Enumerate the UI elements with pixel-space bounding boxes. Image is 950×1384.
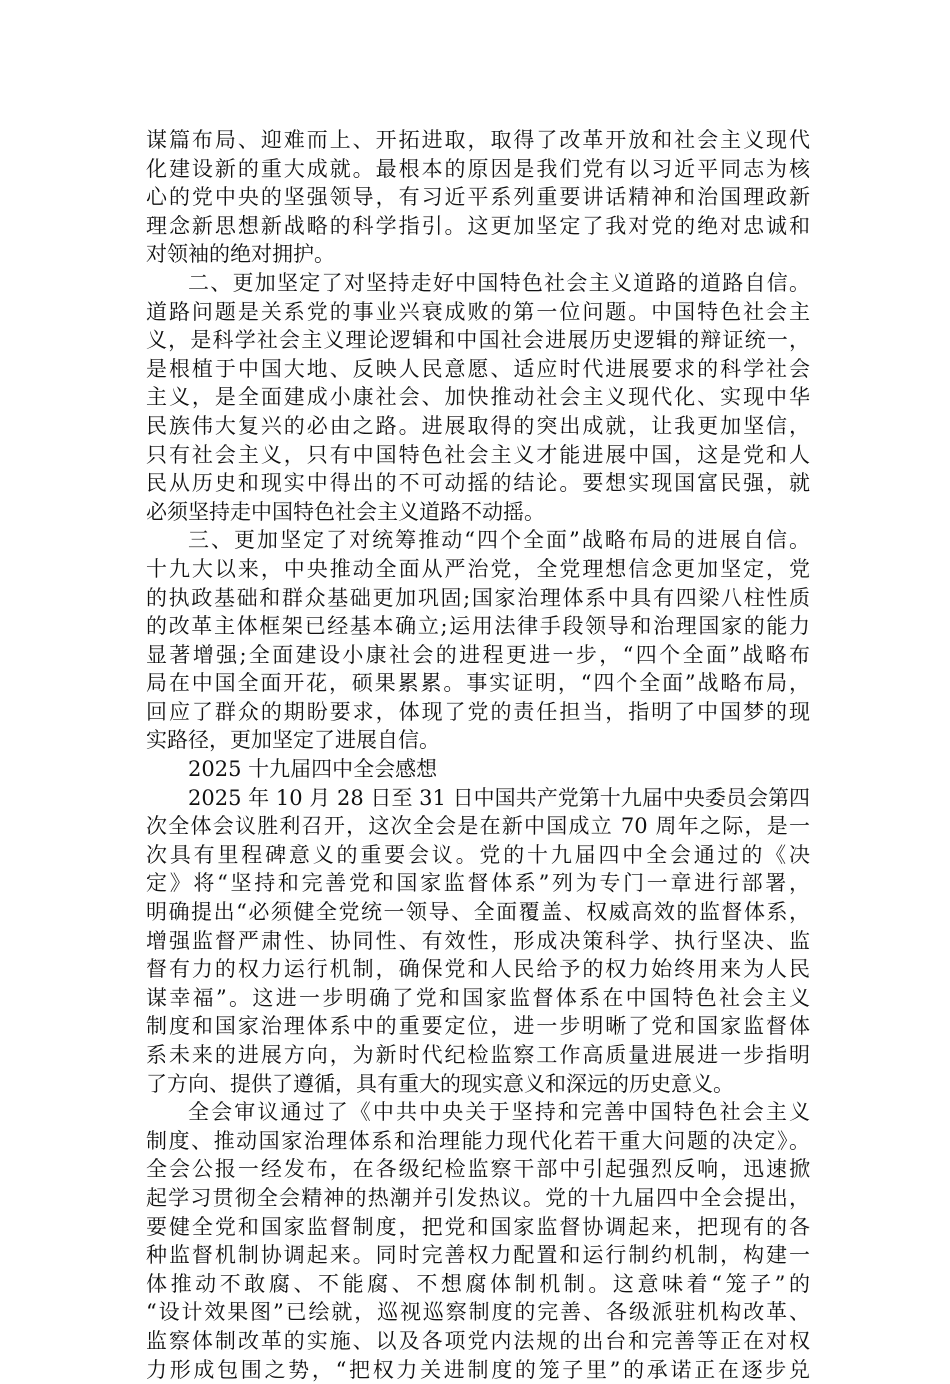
text-line: “设计效果图”已绘就，巡视巡察制度的完善、各级派驻机构改革、 [146, 1300, 810, 1325]
text-line: 系未来的进展方向，为新时代纪检监察工作高质量进展进一步指明 [146, 1043, 810, 1067]
text-line: 督有力的权力运行机制，确保党和人民给予的权力始终用来为人民 [146, 957, 810, 982]
text-line: 道路问题是关系党的事业兴衰成败的第一位问题。中国特色社会主 [146, 299, 810, 324]
text-line: 力形成包围之势，“把权力关进制度的笼子里”的承诺正在逐步兑 [146, 1357, 810, 1382]
text-line: 对领袖的绝对拥护。 [146, 242, 335, 267]
text-line: 2025 十九届四中全会感想 [188, 757, 438, 782]
text-line: 次具有里程碑意义的重要会议。党的十九届四中全会通过的《决 [146, 842, 810, 867]
text-line: 二、更加坚定了对坚持走好中国特色社会主义道路的道路自信。 [188, 270, 810, 295]
text-line: 义，是科学社会主义理论逻辑和中国社会进展历史逻辑的辩证统一， [146, 328, 810, 353]
text-line: 全会公报一经发布，在各级纪检监察干部中引起强烈反响，迅速掀 [146, 1157, 810, 1182]
text-line: 谋篇布局、迎难而上、开拓进取，取得了改革开放和社会主义现代 [146, 128, 810, 152]
text-line: 民族伟大复兴的必由之路。进展取得的突出成就，让我更加坚信， [146, 413, 810, 438]
text-line: 全会审议通过了《中共中央关于坚持和完善中国特色社会主义 [188, 1100, 810, 1125]
text-line: 监察体制改革的实施、以及各项党内法规的出台和完善等正在对权 [146, 1328, 810, 1353]
text-line: 化建设新的重大成就。最根本的原因是我们党有以习近平同志为核 [146, 156, 810, 181]
document-body [146, 126, 810, 1384]
text-line: 制度、推动国家治理体系和治理能力现代化若干重大问题的决定》。 [146, 1128, 810, 1153]
text-line: 了方向、提供了遵循，具有重大的现实意义和深远的历史意义。 [146, 1071, 734, 1096]
text-line: 要健全党和国家监督制度，把党和国家监督协调起来，把现有的各 [146, 1214, 810, 1239]
text-line: 实路径，更加坚定了进展自信。 [146, 728, 440, 753]
text-line: 制度和国家治理体系中的重要定位，进一步明晰了党和国家监督体 [146, 1014, 810, 1039]
text-line: 体推动不敢腐、不能腐、不想腐体制机制。这意味着“笼子”的 [146, 1271, 810, 1296]
text-line: 回应了群众的期盼要求，体现了党的责任担当，指明了中国梦的现 [146, 699, 810, 724]
text-line: 民从历史和现实中得出的不可动摇的结论。要想实现国富民强，就 [146, 471, 810, 496]
text-line: 定》将“坚持和完善党和国家监督体系”列为专门一章进行部署， [146, 871, 810, 896]
text-line: 谋幸福”。这进一步明确了党和国家监督体系在中国特色社会主义 [146, 985, 810, 1010]
text-line: 十九大以来，中央推动全面从严治党，全党理想信念更加坚定，党 [146, 556, 810, 581]
text-line: 起学习贯彻全会精神的热潮并引发热议。党的十九届四中全会提出， [146, 1185, 810, 1210]
text-line: 是根植于中国大地、反映人民意愿、适应时代进展要求的科学社会 [146, 356, 810, 381]
text-line: 种监督机制协调起来。同时完善权力配置和运行制约机制，构建一 [146, 1243, 810, 1268]
text-line: 心的党中央的坚强领导，有习近平系列重要讲话精神和治国理政新 [146, 185, 810, 210]
text-line: 增强监督严肃性、协同性、有效性，形成决策科学、执行坚决、监 [146, 928, 810, 953]
text-line: 次全体会议胜利召开，这次全会是在新中国成立 70 周年之际，是一 [146, 814, 810, 839]
text-line: 理念新思想新战略的科学指引。这更加坚定了我对党的绝对忠诚和 [146, 213, 810, 238]
text-line: 的改革主体框架已经基本确立;运用法律手段领导和治理国家的能力 [146, 614, 810, 639]
text-line: 必须坚持走中国特色社会主义道路不动摇。 [146, 499, 545, 524]
text-line: 的执政基础和群众基础更加巩固;国家治理体系中具有四梁八柱性质 [146, 585, 810, 610]
text-line: 2025 年 10 月 28 日至 31 日中国共产党第十九届中央委员会第四 [188, 785, 810, 810]
text-line: 主义，是全面建成小康社会、加快推动社会主义现代化、实现中华 [146, 385, 810, 410]
text-line: 明确提出“必须健全党统一领导、全面覆盖、权威高效的监督体系， [146, 900, 810, 925]
text-line: 局在中国全面开花，硕果累累。事实证明，“四个全面”战略布局， [146, 671, 810, 696]
text-line: 显著增强;全面建设小康社会的进程更进一步，“四个全面”战略布 [146, 642, 810, 667]
text-line: 三、更加坚定了对统筹推动“四个全面”战略布局的进展自信。 [188, 528, 810, 553]
text-line: 只有社会主义，只有中国特色社会主义才能进展中国，这是党和人 [146, 442, 810, 467]
